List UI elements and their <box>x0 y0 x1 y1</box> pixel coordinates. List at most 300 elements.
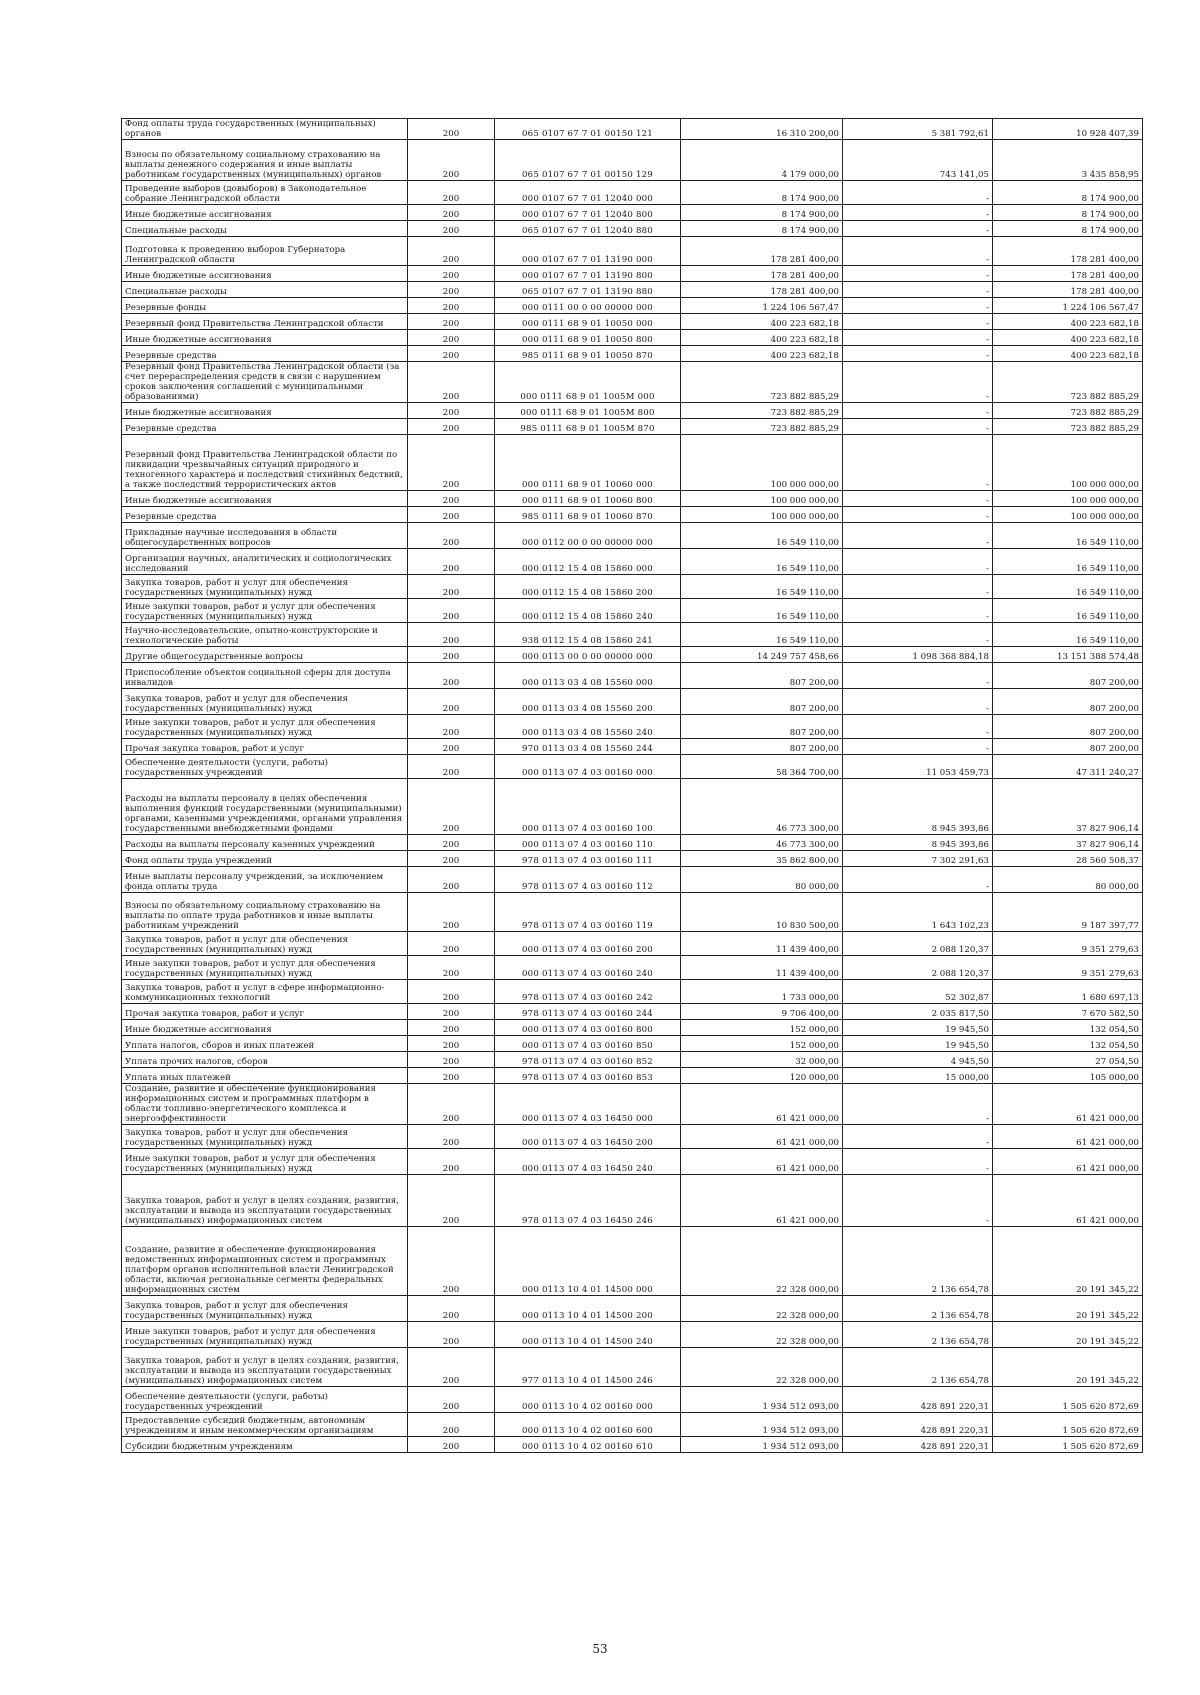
row-kbk-code: 000 0113 07 4 03 00160 240 <box>495 956 681 980</box>
row-code: 200 <box>408 549 495 575</box>
row-remaining-amount: 37 827 906,14 <box>993 835 1143 851</box>
row-code: 200 <box>408 298 495 314</box>
row-remaining-amount: 61 421 000,00 <box>993 1149 1143 1175</box>
row-kbk-code: 000 0113 07 4 03 00160 000 <box>495 755 681 779</box>
table-row <box>122 119 1143 140</box>
row-approved-amount: 1 934 512 093,00 <box>681 1437 843 1453</box>
row-remaining-amount: 61 421 000,00 <box>993 1084 1143 1125</box>
row-kbk-code: 000 0111 68 9 01 1005М 800 <box>495 403 681 419</box>
table-row <box>122 181 1143 205</box>
row-approved-amount: 152 000,00 <box>681 1020 843 1036</box>
row-kbk-code: 978 0113 07 4 03 00160 244 <box>495 1004 681 1020</box>
row-kbk-code: 000 0111 68 9 01 1005М 000 <box>495 362 681 403</box>
row-code: 200 <box>408 1125 495 1149</box>
row-name: Закупка товаров, работ и услуг для обеспечения государственных (муниципальных) нужд <box>122 689 408 715</box>
row-kbk-code: 000 0113 03 4 08 15560 240 <box>495 715 681 739</box>
table-row <box>122 1348 1143 1387</box>
table-row <box>122 330 1143 346</box>
row-remaining-amount: 61 421 000,00 <box>993 1125 1143 1149</box>
row-code: 200 <box>408 523 495 549</box>
row-code: 200 <box>408 266 495 282</box>
row-remaining-amount: 28 560 508,37 <box>993 851 1143 867</box>
row-executed-amount: 743 141,05 <box>843 140 993 181</box>
row-remaining-amount: 100 000 000,00 <box>993 435 1143 491</box>
table-row <box>122 221 1143 237</box>
row-code: 200 <box>408 181 495 205</box>
row-kbk-code: 978 0113 07 4 03 00160 852 <box>495 1052 681 1068</box>
row-code: 200 <box>408 346 495 362</box>
row-kbk-code: 000 0113 10 4 01 14500 000 <box>495 1227 681 1296</box>
row-code: 200 <box>408 1036 495 1052</box>
row-remaining-amount: 100 000 000,00 <box>993 507 1143 523</box>
row-name: Закупка товаров, работ и услуг в сфере информационно-коммуникационных технологий <box>122 980 408 1004</box>
row-remaining-amount: 807 200,00 <box>993 739 1143 755</box>
row-remaining-amount: 807 200,00 <box>993 663 1143 689</box>
row-approved-amount: 807 200,00 <box>681 663 843 689</box>
row-remaining-amount: 3 435 858,95 <box>993 140 1143 181</box>
row-code: 200 <box>408 599 495 623</box>
row-code: 200 <box>408 314 495 330</box>
row-executed-amount: 52 302,87 <box>843 980 993 1004</box>
row-executed-amount: - <box>843 739 993 755</box>
row-remaining-amount: 807 200,00 <box>993 715 1143 739</box>
row-approved-amount: 1 934 512 093,00 <box>681 1413 843 1437</box>
row-code: 200 <box>408 1084 495 1125</box>
row-approved-amount: 32 000,00 <box>681 1052 843 1068</box>
table-row <box>122 549 1143 575</box>
table-row <box>122 1052 1143 1068</box>
table-row <box>122 1387 1143 1413</box>
row-code: 200 <box>408 851 495 867</box>
table-row <box>122 237 1143 266</box>
row-executed-amount: 15 000,00 <box>843 1068 993 1084</box>
row-executed-amount: - <box>843 1149 993 1175</box>
row-code: 200 <box>408 362 495 403</box>
row-approved-amount: 11 439 400,00 <box>681 956 843 980</box>
table-row <box>122 575 1143 599</box>
table-row <box>122 739 1143 755</box>
row-code: 200 <box>408 237 495 266</box>
row-code: 200 <box>408 1052 495 1068</box>
row-code: 200 <box>408 689 495 715</box>
row-executed-amount: - <box>843 330 993 346</box>
row-kbk-code: 000 0111 68 9 01 10060 800 <box>495 491 681 507</box>
row-remaining-amount: 20 191 345,22 <box>993 1348 1143 1387</box>
row-code: 200 <box>408 403 495 419</box>
row-kbk-code: 000 0113 03 4 08 15560 000 <box>495 663 681 689</box>
row-executed-amount: - <box>843 599 993 623</box>
table-row <box>122 507 1143 523</box>
row-name: Создание, развитие и обеспечение функционирования ведомственных информационных систем и программных платформ органов исполнительной власти Ленинградской области, включая региональные сегменты федеральных информационных систем <box>122 1227 408 1296</box>
row-name: Иные закупки товаров, работ и услуг для обеспечения государственных (муниципальных) нужд <box>122 956 408 980</box>
row-code: 200 <box>408 205 495 221</box>
row-approved-amount: 58 364 700,00 <box>681 755 843 779</box>
row-kbk-code: 000 0111 00 0 00 00000 000 <box>495 298 681 314</box>
table-row <box>122 1437 1143 1453</box>
row-remaining-amount: 1 224 106 567,47 <box>993 298 1143 314</box>
row-approved-amount: 16 549 110,00 <box>681 523 843 549</box>
row-approved-amount: 178 281 400,00 <box>681 282 843 298</box>
row-name: Иные бюджетные ассигнования <box>122 491 408 507</box>
row-approved-amount: 22 328 000,00 <box>681 1296 843 1322</box>
row-code: 200 <box>408 867 495 893</box>
table-row <box>122 779 1143 835</box>
row-code: 200 <box>408 507 495 523</box>
row-approved-amount: 14 249 757 458,66 <box>681 647 843 663</box>
row-executed-amount: 428 891 220,31 <box>843 1387 993 1413</box>
table-row <box>122 266 1143 282</box>
row-approved-amount: 152 000,00 <box>681 1036 843 1052</box>
row-approved-amount: 46 773 300,00 <box>681 779 843 835</box>
row-executed-amount: 2 136 654,78 <box>843 1348 993 1387</box>
row-name: Фонд оплаты труда государственных (муниципальных) органов <box>122 119 408 140</box>
row-executed-amount: - <box>843 221 993 237</box>
row-kbk-code: 000 0113 07 4 03 00160 850 <box>495 1036 681 1052</box>
row-kbk-code: 978 0113 07 4 03 00160 242 <box>495 980 681 1004</box>
row-remaining-amount: 1 505 620 872,69 <box>993 1437 1143 1453</box>
table-row <box>122 932 1143 956</box>
row-code: 200 <box>408 282 495 298</box>
row-approved-amount: 400 223 682,18 <box>681 314 843 330</box>
table-row <box>122 346 1143 362</box>
table-row <box>122 689 1143 715</box>
row-name: Расходы на выплаты персоналу в целях обеспечения выполнения функций государственными (муниципальными) органами, казенными учреждениями, органами управления государственными внебюджетными фондами <box>122 779 408 835</box>
row-name: Уплата иных платежей <box>122 1068 408 1084</box>
row-approved-amount: 120 000,00 <box>681 1068 843 1084</box>
row-kbk-code: 000 0113 07 4 03 00160 100 <box>495 779 681 835</box>
row-remaining-amount: 178 281 400,00 <box>993 266 1143 282</box>
table-row <box>122 1020 1143 1036</box>
row-kbk-code: 978 0113 07 4 03 00160 119 <box>495 893 681 932</box>
row-kbk-code: 065 0107 67 7 01 13190 880 <box>495 282 681 298</box>
row-approved-amount: 80 000,00 <box>681 867 843 893</box>
row-executed-amount: 2 136 654,78 <box>843 1227 993 1296</box>
row-remaining-amount: 8 174 900,00 <box>993 221 1143 237</box>
row-code: 200 <box>408 1387 495 1413</box>
row-executed-amount: - <box>843 507 993 523</box>
row-kbk-code: 000 0113 07 4 03 00160 110 <box>495 835 681 851</box>
row-approved-amount: 100 000 000,00 <box>681 507 843 523</box>
row-executed-amount: 2 035 817,50 <box>843 1004 993 1020</box>
row-approved-amount: 11 439 400,00 <box>681 932 843 956</box>
table-row <box>122 1149 1143 1175</box>
row-remaining-amount: 20 191 345,22 <box>993 1227 1143 1296</box>
row-name: Иные бюджетные ассигнования <box>122 266 408 282</box>
table-row <box>122 1175 1143 1227</box>
row-name: Уплата налогов, сборов и иных платежей <box>122 1036 408 1052</box>
row-kbk-code: 000 0113 00 0 00 00000 000 <box>495 647 681 663</box>
row-name: Иные закупки товаров, работ и услуг для обеспечения государственных (муниципальных) нужд <box>122 599 408 623</box>
row-name: Субсидии бюджетным учреждениям <box>122 1437 408 1453</box>
row-executed-amount: - <box>843 403 993 419</box>
row-name: Резервный фонд Правительства Ленинградской области <box>122 314 408 330</box>
row-name: Резервные фонды <box>122 298 408 314</box>
row-approved-amount: 807 200,00 <box>681 689 843 715</box>
row-remaining-amount: 807 200,00 <box>993 689 1143 715</box>
row-approved-amount: 16 549 110,00 <box>681 623 843 647</box>
row-executed-amount: - <box>843 1125 993 1149</box>
row-executed-amount: 7 302 291,63 <box>843 851 993 867</box>
row-kbk-code: 000 0113 07 4 03 16450 000 <box>495 1084 681 1125</box>
row-kbk-code: 978 0113 07 4 03 00160 853 <box>495 1068 681 1084</box>
row-approved-amount: 1 224 106 567,47 <box>681 298 843 314</box>
row-executed-amount: 19 945,50 <box>843 1036 993 1052</box>
row-code: 200 <box>408 623 495 647</box>
row-kbk-code: 000 0111 68 9 01 10050 000 <box>495 314 681 330</box>
table-row <box>122 1296 1143 1322</box>
row-code: 200 <box>408 1322 495 1348</box>
row-approved-amount: 16 549 110,00 <box>681 599 843 623</box>
row-executed-amount: - <box>843 362 993 403</box>
row-executed-amount: - <box>843 623 993 647</box>
row-executed-amount: 5 381 792,61 <box>843 119 993 140</box>
row-approved-amount: 61 421 000,00 <box>681 1125 843 1149</box>
row-code: 200 <box>408 932 495 956</box>
row-kbk-code: 970 0113 03 4 08 15560 244 <box>495 739 681 755</box>
row-code: 200 <box>408 435 495 491</box>
row-executed-amount: - <box>843 867 993 893</box>
row-approved-amount: 807 200,00 <box>681 715 843 739</box>
row-name: Иные закупки товаров, работ и услуг для обеспечения государственных (муниципальных) нужд <box>122 1149 408 1175</box>
row-remaining-amount: 9 351 279,63 <box>993 956 1143 980</box>
table-row <box>122 893 1143 932</box>
row-name: Закупка товаров, работ и услуг в целях создания, развития, эксплуатации и вывода из эксплуатации государственных (муниципальных) информационных систем <box>122 1348 408 1387</box>
row-name: Обеспечение деятельности (услуги, работы) государственных учреждений <box>122 1387 408 1413</box>
row-remaining-amount: 7 670 582,50 <box>993 1004 1143 1020</box>
row-kbk-code: 065 0107 67 7 01 12040 880 <box>495 221 681 237</box>
row-executed-amount: - <box>843 346 993 362</box>
row-executed-amount: 428 891 220,31 <box>843 1437 993 1453</box>
row-executed-amount: - <box>843 435 993 491</box>
row-executed-amount: 1 098 368 884,18 <box>843 647 993 663</box>
row-kbk-code: 000 0111 68 9 01 10060 000 <box>495 435 681 491</box>
row-remaining-amount: 37 827 906,14 <box>993 779 1143 835</box>
row-name: Иные бюджетные ассигнования <box>122 330 408 346</box>
row-approved-amount: 61 421 000,00 <box>681 1175 843 1227</box>
row-kbk-code: 000 0113 10 4 02 00160 600 <box>495 1413 681 1437</box>
table-row <box>122 362 1143 403</box>
row-code: 200 <box>408 1004 495 1020</box>
table-row <box>122 491 1143 507</box>
row-remaining-amount: 16 549 110,00 <box>993 599 1143 623</box>
row-approved-amount: 46 773 300,00 <box>681 835 843 851</box>
row-kbk-code: 938 0112 15 4 08 15860 241 <box>495 623 681 647</box>
row-executed-amount: - <box>843 1175 993 1227</box>
row-executed-amount: 1 643 102,23 <box>843 893 993 932</box>
row-kbk-code: 000 0113 07 4 03 16450 240 <box>495 1149 681 1175</box>
row-remaining-amount: 13 151 388 574,48 <box>993 647 1143 663</box>
row-remaining-amount: 16 549 110,00 <box>993 623 1143 647</box>
row-remaining-amount: 723 882 885,29 <box>993 362 1143 403</box>
table-row <box>122 599 1143 623</box>
row-name: Прочая закупка товаров, работ и услуг <box>122 739 408 755</box>
row-approved-amount: 723 882 885,29 <box>681 419 843 435</box>
row-remaining-amount: 723 882 885,29 <box>993 403 1143 419</box>
row-approved-amount: 61 421 000,00 <box>681 1149 843 1175</box>
table-row <box>122 867 1143 893</box>
table-row <box>122 435 1143 491</box>
table-row <box>122 403 1143 419</box>
page-number: 53 <box>592 1642 608 1656</box>
row-executed-amount: 8 945 393,86 <box>843 779 993 835</box>
row-name: Иные бюджетные ассигнования <box>122 403 408 419</box>
row-executed-amount: - <box>843 298 993 314</box>
row-code: 200 <box>408 647 495 663</box>
row-kbk-code: 000 0112 15 4 08 15860 240 <box>495 599 681 623</box>
row-executed-amount: 19 945,50 <box>843 1020 993 1036</box>
row-executed-amount: - <box>843 491 993 507</box>
table-row <box>122 314 1143 330</box>
table-row <box>122 1036 1143 1052</box>
row-remaining-amount: 16 549 110,00 <box>993 549 1143 575</box>
row-name: Подготовка к проведению выборов Губернатора Ленинградской области <box>122 237 408 266</box>
row-name: Резервные средства <box>122 419 408 435</box>
row-code: 200 <box>408 663 495 689</box>
row-remaining-amount: 100 000 000,00 <box>993 491 1143 507</box>
row-name: Научно-исследовательские, опытно-конструкторские и технологические работы <box>122 623 408 647</box>
row-executed-amount: - <box>843 419 993 435</box>
row-approved-amount: 35 862 800,00 <box>681 851 843 867</box>
row-approved-amount: 16 310 200,00 <box>681 119 843 140</box>
table-row <box>122 1068 1143 1084</box>
row-code: 200 <box>408 575 495 599</box>
row-kbk-code: 000 0113 07 4 03 16450 200 <box>495 1125 681 1149</box>
table-row <box>122 623 1143 647</box>
row-code: 200 <box>408 491 495 507</box>
table-row <box>122 980 1143 1004</box>
row-executed-amount: 2 088 120,37 <box>843 956 993 980</box>
row-code: 200 <box>408 140 495 181</box>
row-remaining-amount: 80 000,00 <box>993 867 1143 893</box>
row-code: 200 <box>408 980 495 1004</box>
row-executed-amount: - <box>843 1084 993 1125</box>
row-executed-amount: 428 891 220,31 <box>843 1413 993 1437</box>
row-name: Закупка товаров, работ и услуг для обеспечения государственных (муниципальных) нужд <box>122 575 408 599</box>
row-code: 200 <box>408 755 495 779</box>
row-code: 200 <box>408 835 495 851</box>
row-remaining-amount: 9 187 397,77 <box>993 893 1143 932</box>
row-approved-amount: 22 328 000,00 <box>681 1322 843 1348</box>
row-kbk-code: 065 0107 67 7 01 00150 129 <box>495 140 681 181</box>
row-kbk-code: 000 0113 03 4 08 15560 200 <box>495 689 681 715</box>
row-kbk-code: 000 0107 67 7 01 12040 800 <box>495 205 681 221</box>
row-kbk-code: 000 0107 67 7 01 13190 000 <box>495 237 681 266</box>
row-name: Иные бюджетные ассигнования <box>122 1020 408 1036</box>
row-remaining-amount: 1 505 620 872,69 <box>993 1387 1143 1413</box>
row-name: Фонд оплаты труда учреждений <box>122 851 408 867</box>
row-remaining-amount: 1 505 620 872,69 <box>993 1413 1143 1437</box>
table-row <box>122 419 1143 435</box>
row-name: Резервный фонд Правительства Ленинградской области по ликвидации чрезвычайных ситуаций природного и техногенного характера и последствий стихийных бедствий, а также последствий террористических актов <box>122 435 408 491</box>
row-remaining-amount: 400 223 682,18 <box>993 314 1143 330</box>
table-row <box>122 1125 1143 1149</box>
row-kbk-code: 000 0113 10 4 02 00160 000 <box>495 1387 681 1413</box>
budget-table <box>121 118 1143 1453</box>
row-executed-amount: - <box>843 575 993 599</box>
table-row <box>122 1227 1143 1296</box>
budget-table-body <box>122 119 1143 1453</box>
row-approved-amount: 100 000 000,00 <box>681 491 843 507</box>
row-kbk-code: 985 0111 68 9 01 10060 870 <box>495 507 681 523</box>
row-approved-amount: 1 934 512 093,00 <box>681 1387 843 1413</box>
table-row <box>122 282 1143 298</box>
row-code: 200 <box>408 1437 495 1453</box>
row-executed-amount: - <box>843 205 993 221</box>
row-remaining-amount: 132 054,50 <box>993 1020 1143 1036</box>
row-name: Обеспечение деятельности (услуги, работы) государственных учреждений <box>122 755 408 779</box>
row-remaining-amount: 400 223 682,18 <box>993 330 1143 346</box>
row-code: 200 <box>408 330 495 346</box>
row-remaining-amount: 178 281 400,00 <box>993 282 1143 298</box>
row-name: Прочая закупка товаров, работ и услуг <box>122 1004 408 1020</box>
row-name: Закупка товаров, работ и услуг для обеспечения государственных (муниципальных) нужд <box>122 1296 408 1322</box>
row-kbk-code: 000 0113 10 4 02 00160 610 <box>495 1437 681 1453</box>
row-remaining-amount: 178 281 400,00 <box>993 237 1143 266</box>
row-kbk-code: 000 0107 67 7 01 13190 800 <box>495 266 681 282</box>
row-code: 200 <box>408 715 495 739</box>
row-name: Резервные средства <box>122 346 408 362</box>
row-remaining-amount: 1 680 697,13 <box>993 980 1143 1004</box>
row-code: 200 <box>408 1296 495 1322</box>
row-kbk-code: 000 0113 10 4 01 14500 200 <box>495 1296 681 1322</box>
row-approved-amount: 16 549 110,00 <box>681 575 843 599</box>
row-approved-amount: 100 000 000,00 <box>681 435 843 491</box>
row-remaining-amount: 20 191 345,22 <box>993 1322 1143 1348</box>
row-remaining-amount: 723 882 885,29 <box>993 419 1143 435</box>
row-name: Расходы на выплаты персоналу казенных учреждений <box>122 835 408 851</box>
table-row <box>122 663 1143 689</box>
row-approved-amount: 178 281 400,00 <box>681 237 843 266</box>
row-executed-amount: - <box>843 689 993 715</box>
row-name: Проведение выборов (довыборов) в Законодательное собрание Ленинградской области <box>122 181 408 205</box>
row-kbk-code: 985 0111 68 9 01 10050 870 <box>495 346 681 362</box>
row-kbk-code: 000 0113 07 4 03 00160 800 <box>495 1020 681 1036</box>
row-remaining-amount: 10 928 407,39 <box>993 119 1143 140</box>
row-kbk-code: 065 0107 67 7 01 00150 121 <box>495 119 681 140</box>
row-name: Иные бюджетные ассигнования <box>122 205 408 221</box>
row-approved-amount: 8 174 900,00 <box>681 205 843 221</box>
row-approved-amount: 9 706 400,00 <box>681 1004 843 1020</box>
row-executed-amount: - <box>843 549 993 575</box>
row-remaining-amount: 132 054,50 <box>993 1036 1143 1052</box>
row-code: 200 <box>408 1068 495 1084</box>
row-remaining-amount: 105 000,00 <box>993 1068 1143 1084</box>
table-row <box>122 956 1143 980</box>
row-executed-amount: - <box>843 181 993 205</box>
row-code: 200 <box>408 1227 495 1296</box>
row-name: Иные выплаты персоналу учреждений, за исключением фонда оплаты труда <box>122 867 408 893</box>
row-remaining-amount: 400 223 682,18 <box>993 346 1143 362</box>
row-code: 200 <box>408 893 495 932</box>
row-code: 200 <box>408 119 495 140</box>
row-executed-amount: - <box>843 266 993 282</box>
table-row <box>122 715 1143 739</box>
row-name: Взносы по обязательному социальному страхованию на выплаты денежного содержания и иные выплаты работникам государственных (муниципальных) органов <box>122 140 408 181</box>
row-name: Создание, развитие и обеспечение функционирования информационных систем и программных платформ в области топливно-энергетического комплекса и энергоэффективности <box>122 1084 408 1125</box>
row-name: Резервный фонд Правительства Ленинградской области (за счет перераспределения средств в связи с нарушением сроков заключения соглашений с муниципальными образованиями) <box>122 362 408 403</box>
row-code: 200 <box>408 419 495 435</box>
row-code: 200 <box>408 956 495 980</box>
row-name: Специальные расходы <box>122 221 408 237</box>
row-name: Другие общегосударственные вопросы <box>122 647 408 663</box>
row-remaining-amount: 9 351 279,63 <box>993 932 1143 956</box>
row-name: Закупка товаров, работ и услуг в целях создания, развития, эксплуатации и вывода из эксплуатации государственных (муниципальных) информационных систем <box>122 1175 408 1227</box>
row-approved-amount: 22 328 000,00 <box>681 1227 843 1296</box>
row-name: Резервные средства <box>122 507 408 523</box>
row-name: Специальные расходы <box>122 282 408 298</box>
table-row <box>122 298 1143 314</box>
row-kbk-code: 000 0107 67 7 01 12040 000 <box>495 181 681 205</box>
